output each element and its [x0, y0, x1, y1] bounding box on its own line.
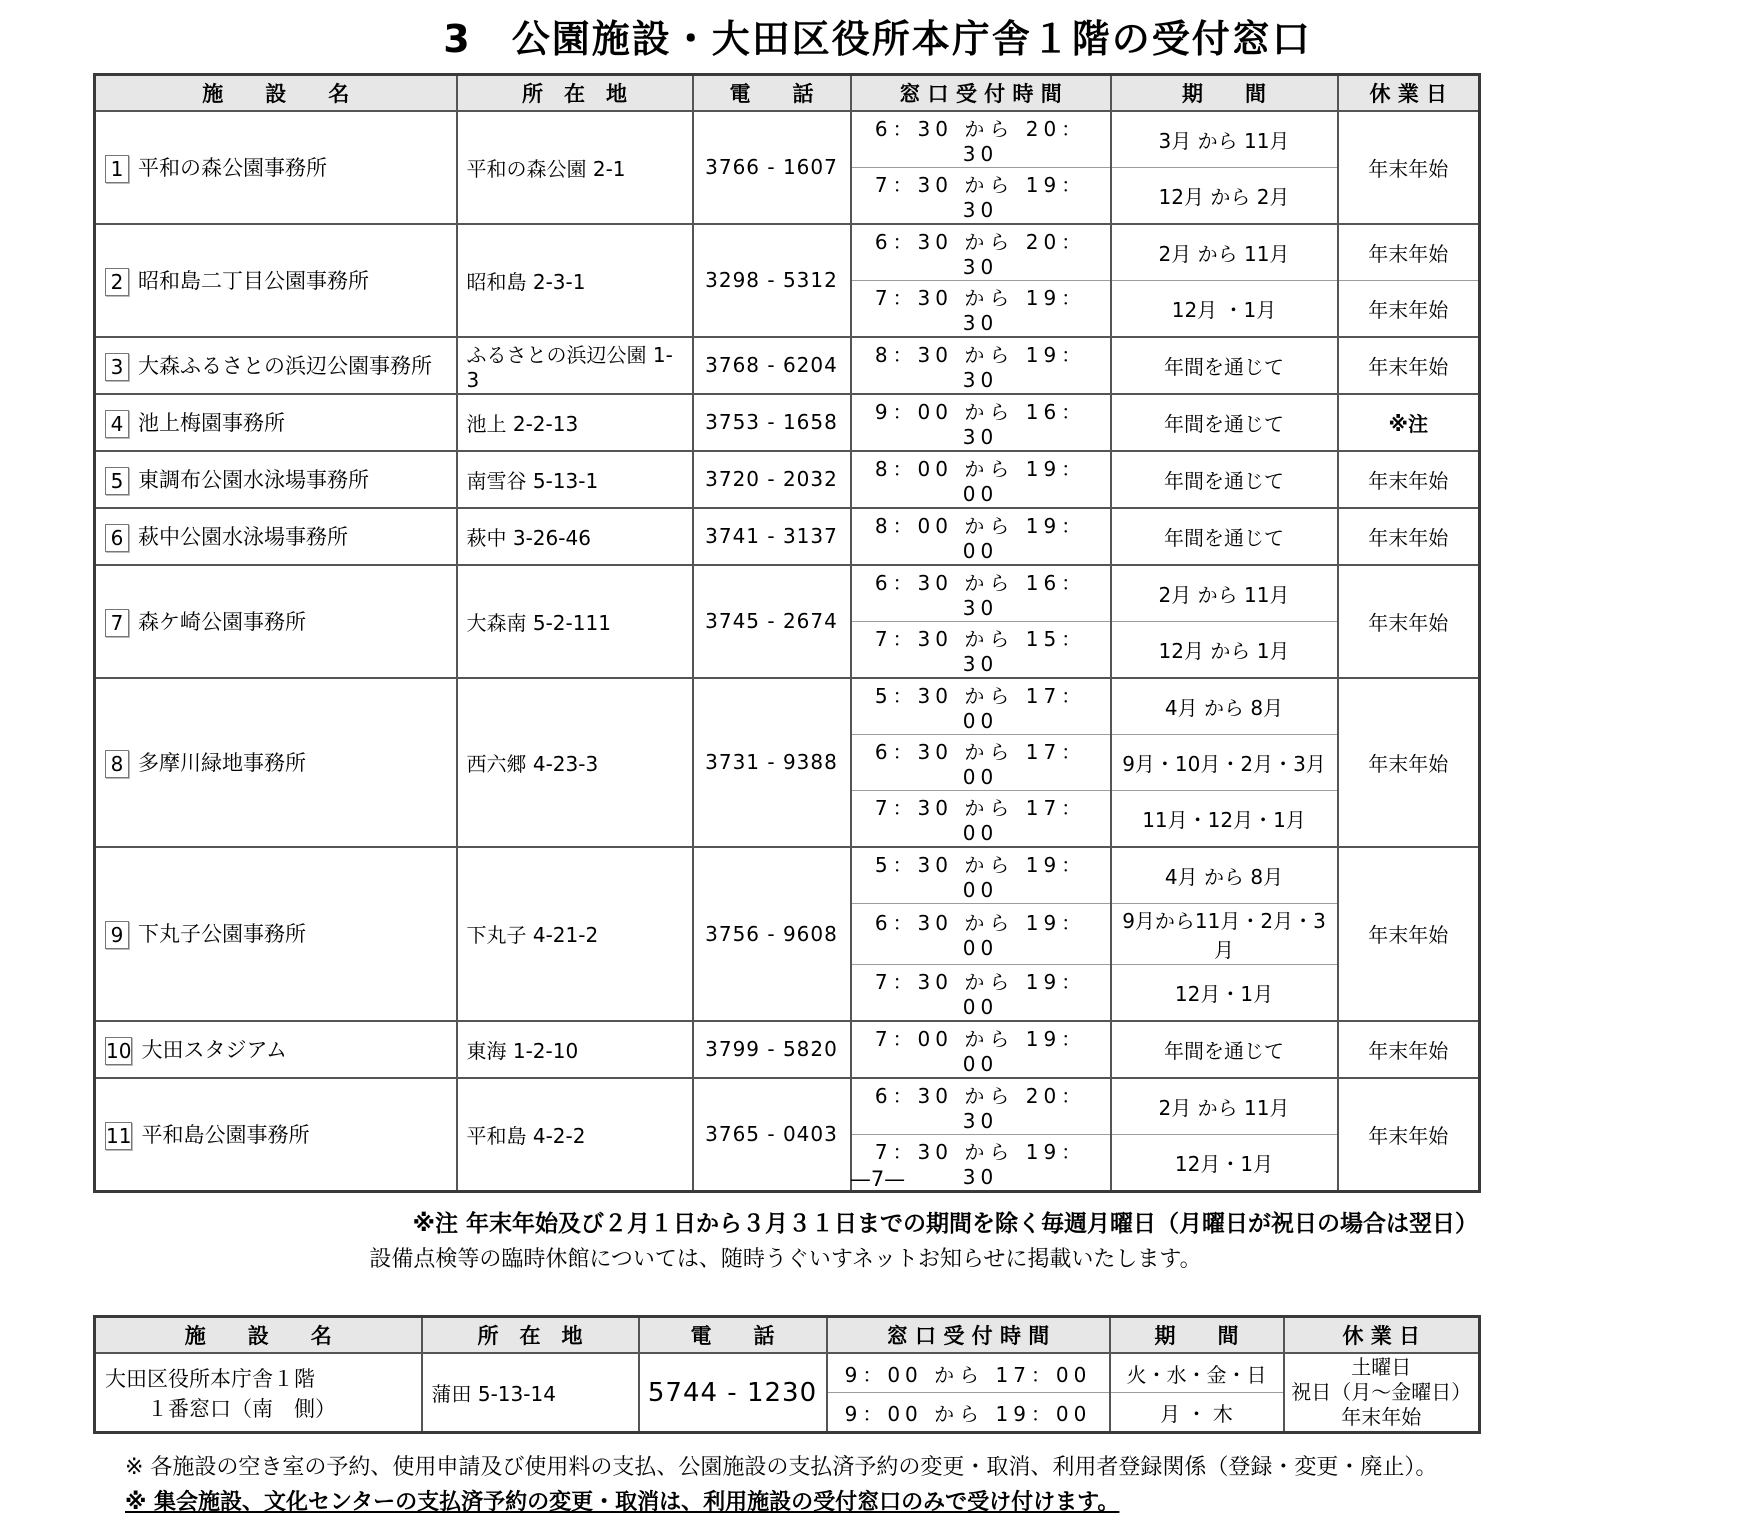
facility-name: 大田スタジアム — [141, 1037, 287, 1062]
header-closed-days: 休 業 日 — [1284, 1316, 1480, 1353]
address-cell: ふるさとの浜辺公園 1-3 — [457, 337, 693, 394]
reception-time-cell: 7：00 から 19：00 — [851, 1021, 1111, 1078]
table-row — [95, 1353, 1480, 1393]
address-cell: 南雪谷 5-13-1 — [457, 451, 693, 508]
facility-name-cell — [95, 678, 457, 847]
closed-day-cell: 年末年始 — [1338, 1021, 1480, 1078]
facility-name-cell — [95, 224, 457, 337]
period-cell: 12月・1月 — [1111, 964, 1338, 1021]
reception-time-cell: 6：30 から 20：30 — [851, 224, 1111, 281]
closed-day-cell: 年末年始 — [1338, 565, 1480, 678]
period-cell: 4月 から 8月 — [1111, 847, 1338, 904]
period-cell: 2月 から 11月 — [1111, 1078, 1338, 1135]
facility-number-badge: 5 — [105, 467, 129, 495]
header-phone: 電 話 — [693, 75, 851, 111]
facility-number-badge: 3 — [105, 353, 129, 381]
facility-name: 下丸子公園事務所 — [138, 922, 306, 946]
period-cell: 12月・1月 — [1111, 1134, 1338, 1191]
closed-line: 祝日（月～金曜日） — [1291, 1380, 1472, 1404]
facility-name-line1: 大田区役所本庁舎１階 — [105, 1366, 315, 1391]
phone-cell: 3741 - 3137 — [693, 508, 851, 565]
address-cell: 下丸子 4-21-2 — [457, 847, 693, 1021]
reception-time-cell: 9：00 から 19：00 — [827, 1393, 1110, 1433]
reception-time-cell: 8：30 から 19：30 — [851, 337, 1111, 394]
header-closed-days: 休 業 日 — [1338, 75, 1480, 111]
reception-time-cell: 8：00 から 19：00 — [851, 508, 1111, 565]
closed-day-cell: 年末年始 — [1338, 224, 1480, 281]
table-row — [95, 451, 1480, 508]
closed-day-cell — [1284, 1353, 1480, 1433]
phone-cell: 3731 - 9388 — [693, 678, 851, 847]
phone-cell: 5744 - 1230 — [639, 1353, 827, 1433]
period-cell: 2月 から 11月 — [1111, 224, 1338, 281]
address-cell: 東海 1-2-10 — [457, 1021, 693, 1078]
note-maintenance: 設備点検等の臨時休館については、随時うぐいすネットお知らせに掲載いたします。 — [369, 1246, 1202, 1272]
address-cell: 蒲田 5-13-14 — [422, 1353, 639, 1433]
facility-number-badge: 11 — [106, 1123, 132, 1148]
period-cell: 12月 から 1月 — [1111, 621, 1338, 678]
table-header-row — [95, 75, 1480, 111]
facility-name-cell — [95, 111, 457, 224]
address-cell: 大森南 5-2-111 — [457, 565, 693, 678]
reception-time-cell: 7：30 から 19：30 — [851, 1134, 1111, 1191]
facility-name: 昭和島二丁目公園事務所 — [138, 268, 369, 293]
facility-name-cell — [95, 451, 457, 508]
address-cell: 萩中 3-26-46 — [457, 508, 693, 565]
facility-name-cell — [95, 847, 457, 1021]
facility-name-cell — [95, 565, 457, 678]
period-cell: 12月 ・1月 — [1111, 280, 1338, 337]
facility-name: 池上梅園事務所 — [138, 410, 285, 435]
phone-cell: 3766 - 1607 — [693, 111, 851, 224]
facility-name-cell — [95, 1353, 422, 1433]
bottom-notes — [125, 1450, 1755, 1520]
facility-name-cell — [95, 508, 457, 565]
closed-line: 土曜日 — [1351, 1355, 1412, 1379]
reception-time-cell: 6：30 から 19：00 — [851, 903, 1111, 964]
period-cell: 火・水・金・日 — [1110, 1353, 1284, 1393]
reception-time-cell: 5：30 から 17：00 — [851, 678, 1111, 735]
phone-cell: 3720 - 2032 — [693, 451, 851, 508]
facility-name: 森ケ崎公園事務所 — [138, 609, 306, 634]
facility-name-cell — [95, 1021, 457, 1078]
facility-name-cell — [95, 394, 457, 451]
period-cell: 4月 から 8月 — [1111, 678, 1338, 735]
reception-time-cell: 6：30 から 20：30 — [851, 1078, 1111, 1135]
reception-time-cell: 6：30 から 20：30 — [851, 111, 1111, 168]
period-cell: 年間を通じて — [1111, 451, 1338, 508]
period-cell: 3月 から 11月 — [1111, 111, 1338, 168]
period-cell: 年間を通じて — [1111, 508, 1338, 565]
address-cell: 池上 2-2-13 — [457, 394, 693, 451]
closed-line: 年末年始 — [1341, 1405, 1422, 1429]
facility-name: 大森ふるさとの浜辺公園事務所 — [138, 353, 432, 378]
period-cell: 月 ・ 木 — [1110, 1393, 1284, 1433]
closed-day-cell: 年末年始 — [1338, 508, 1480, 565]
closed-day-cell: 年末年始 — [1338, 451, 1480, 508]
facility-number-badge: 9 — [105, 921, 129, 949]
reception-time-cell: 5：30 から 19：00 — [851, 847, 1111, 904]
closed-day-cell: 年末年始 — [1338, 678, 1480, 847]
address-cell: 平和の森公園 2-1 — [457, 111, 693, 224]
header-reception-hours: 窓 口 受 付 時 間 — [827, 1316, 1110, 1353]
table-header-row — [95, 1316, 1480, 1353]
header-facility-name: 施 設 名 — [95, 75, 457, 111]
header-address: 所 在 地 — [457, 75, 693, 111]
table-row — [95, 565, 1480, 622]
header-reception-hours: 窓 口 受 付 時 間 — [851, 75, 1111, 111]
table-row — [95, 224, 1480, 281]
facility-number-badge: 2 — [105, 268, 129, 296]
phone-cell: 3765 - 0403 — [693, 1078, 851, 1192]
closed-day-cell: 年末年始 — [1338, 337, 1480, 394]
table-row — [95, 508, 1480, 565]
park-facilities-table — [93, 73, 1481, 1193]
header-period: 期 間 — [1111, 75, 1338, 111]
period-cell: 年間を通じて — [1111, 394, 1338, 451]
reception-time-cell: 7：30 から 19：30 — [851, 280, 1111, 337]
page-number: —7— — [849, 1167, 906, 1191]
reception-time-cell: 6：30 から 17：00 — [851, 734, 1111, 790]
period-cell: 2月 から 11月 — [1111, 565, 1338, 622]
reception-time-cell: 6：30 から 16：30 — [851, 565, 1111, 622]
reception-time-cell: 9：00 から 17：00 — [827, 1353, 1110, 1393]
reception-time-cell: 7：30 から 19：30 — [851, 167, 1111, 224]
table-row — [95, 1021, 1480, 1078]
facility-name: 平和島公園事務所 — [141, 1122, 310, 1147]
facility-number-badge: 7 — [105, 609, 129, 637]
page-title: 3 公園施設・大田区役所本庁舎１階の受付窓口 — [443, 17, 1312, 61]
address-cell: 昭和島 2-3-1 — [457, 224, 693, 337]
facility-number-badge: 1 — [105, 155, 129, 183]
table-row — [95, 1078, 1480, 1135]
facility-number-badge: 6 — [105, 524, 129, 552]
bottom-note-reservations: ※ 各施設の空き室の予約、使用申請及び使用料の支払、公園施設の支払済予約の変更・取消、利用者登録関係（登録・変更・廃止）。 — [125, 1455, 1438, 1480]
period-cell: 9月・10月・2月・3月 — [1111, 734, 1338, 790]
reception-time-cell: 8：00 から 19：00 — [851, 451, 1111, 508]
closed-day-cell: 年末年始 — [1338, 280, 1480, 337]
facility-name: 東調布公園水泳場事務所 — [138, 467, 369, 492]
address-cell: 平和島 4-2-2 — [457, 1078, 693, 1192]
phone-cell: 3753 - 1658 — [693, 394, 851, 451]
table-row — [95, 394, 1480, 451]
closed-day-cell: 年末年始 — [1338, 111, 1480, 224]
facility-name-cell — [95, 337, 457, 394]
header-address: 所 在 地 — [422, 1316, 639, 1353]
city-hall-table — [93, 1315, 1481, 1435]
facility-number-badge: 8 — [105, 750, 129, 778]
facility-number-badge: 10 — [106, 1038, 132, 1063]
period-cell: 12月 から 2月 — [1111, 167, 1338, 224]
closed-day-cell: 年末年始 — [1338, 1078, 1480, 1192]
period-cell: 年間を通じて — [1111, 1021, 1338, 1078]
table-row — [95, 111, 1480, 168]
bottom-note-meeting-facilities: ※ 集会施設、文化センターの支払済予約の変更・取消は、利用施設の受付窓口のみで受け付けます。 — [125, 1490, 1120, 1515]
table-row — [95, 847, 1480, 904]
table-row — [95, 678, 1480, 735]
header-period: 期 間 — [1110, 1316, 1284, 1353]
facility-number-badge: 4 — [105, 410, 129, 438]
facility-name: 多摩川緑地事務所 — [138, 750, 306, 775]
reception-time-cell: 7：30 から 17：00 — [851, 790, 1111, 847]
table-row — [95, 337, 1480, 394]
phone-cell: 3298 - 5312 — [693, 224, 851, 337]
period-cell: 9月から11月・2月・3月 — [1111, 903, 1338, 964]
closed-day-cell: 年末年始 — [1338, 847, 1480, 1021]
note-asterisk-chu: ※注 年末年始及び２月１日から３月３１日までの期間を除く毎週月曜日（月曜日が祝日の場合は翌日） — [412, 1210, 1478, 1237]
reception-time-cell: 9：00 から 16：30 — [851, 394, 1111, 451]
phone-cell: 3768 - 6204 — [693, 337, 851, 394]
phone-cell: 3799 - 5820 — [693, 1021, 851, 1078]
phone-cell: 3756 - 9608 — [693, 847, 851, 1021]
address-cell: 西六郷 4-23-3 — [457, 678, 693, 847]
header-phone: 電 話 — [639, 1316, 827, 1353]
facility-name: 萩中公園水泳場事務所 — [138, 524, 348, 549]
facility-name-line2: １番窓口（南 側） — [147, 1396, 336, 1421]
period-cell: 年間を通じて — [1111, 337, 1338, 394]
reception-time-cell: 7：30 から 19：00 — [851, 964, 1111, 1021]
phone-cell: 3745 - 2674 — [693, 565, 851, 678]
period-cell: 11月・12月・1月 — [1111, 790, 1338, 847]
facility-name: 平和の森公園事務所 — [138, 155, 327, 180]
closed-day-cell: ※注 — [1338, 394, 1480, 451]
header-facility-name: 施 設 名 — [95, 1316, 422, 1353]
reception-time-cell: 7：30 から 15：30 — [851, 621, 1111, 678]
